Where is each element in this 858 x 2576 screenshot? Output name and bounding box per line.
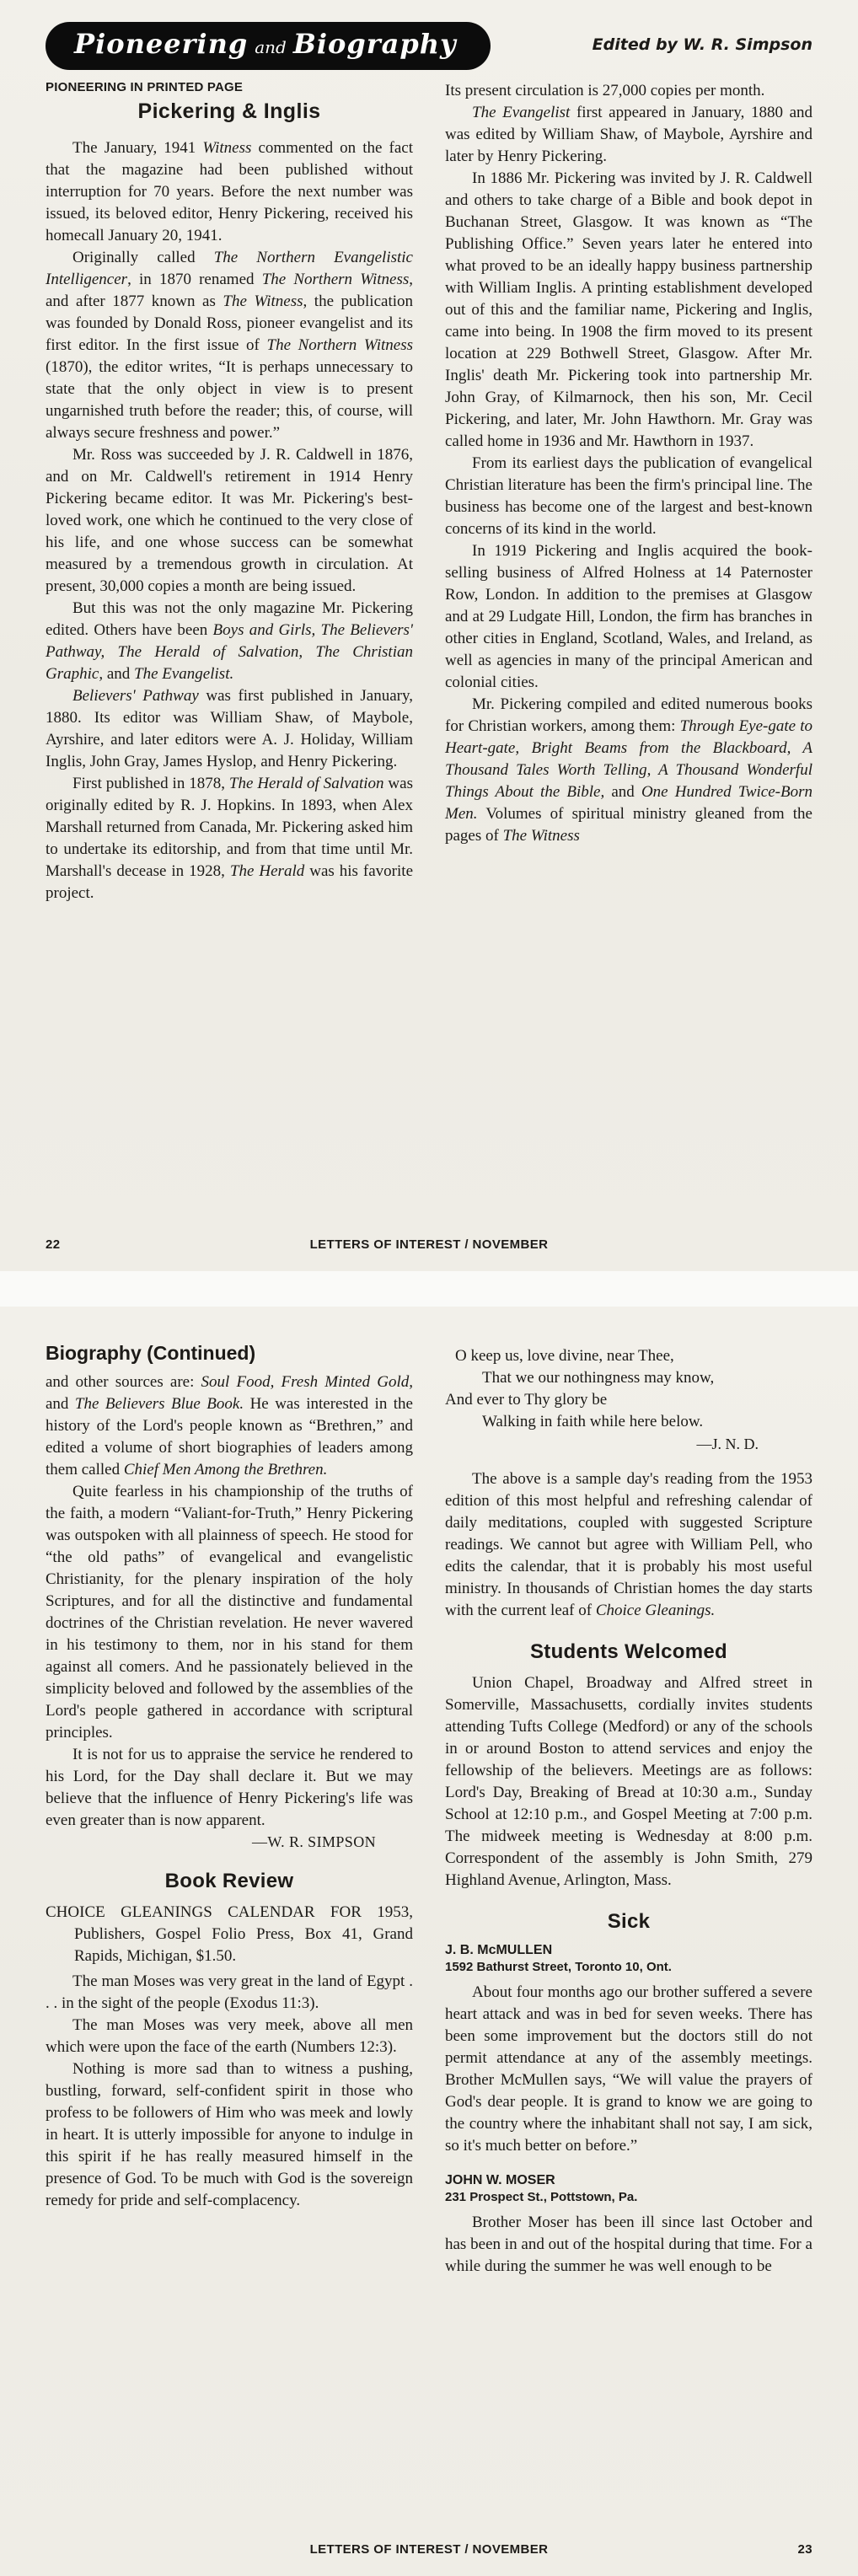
book-review-citation: CHOICE GLEANINGS CALENDAR FOR 1953, Publishers, Gospel Folio Press, Box 41, Grand Rapids, Michigan, $1.50. — [46, 1903, 413, 1965]
page-23 — [0, 1307, 858, 2576]
sick-entry-name: J. B. McMULLEN — [445, 1943, 553, 1957]
banner-word-pioneering: Pioneering — [74, 28, 249, 60]
footer-journal-title: LETTERS OF INTEREST / NOVEMBER — [309, 1237, 549, 1252]
poem-line: And ever to Thy glory be — [445, 1391, 608, 1409]
paragraph: About four months ago our brother suffered a severe heart attack and was in bed for seven weeks. There has been some improvement but the doctors still do not permit attendance at any of the assembly meetings. Brother McMullen says, “We will value the prayers of God's dear people. It is grand to know we are going to the country where the inhabitant shall not say, I am sick, so it's much better on before.” — [445, 1983, 812, 2155]
banner-word-biography: Biography — [292, 28, 457, 60]
paragraph: The man Moses was very meek, above all men which were upon the face of the earth (Numbers 12:3). — [46, 2016, 413, 2056]
paragraph: In 1919 Pickering and Inglis acquired the book-selling business of Alfred Holness at 14 Paternoster Row, London. In addition to the premises at Glasgow and at 29 Ludgate Hill, London, the firm has branches in other cities in England, Scotland, Wales, and Ireland, as well as agencies in many of the principal American and colonial cities. — [445, 542, 812, 691]
sick-entry — [445, 2172, 812, 2278]
paragraph: The January, 1941 Witness commented on the fact that the magazine had been published without interruption for 70 years. Before the next number was issued, its beloved editor, Henry Pickering, received his homecall January 20, 1941. — [46, 139, 413, 244]
sick-entry — [445, 1942, 812, 2157]
paragraph: From its earliest days the publication of evangelical Christian literature has been the firm's principal line. The business has become one of the largest and best-known concerns of its kind in the world. — [445, 454, 812, 538]
article-title: Pickering & Inglis — [137, 99, 321, 123]
paragraph: In 1886 Mr. Pickering was invited by J. R. Caldwell and others to take charge of a Bible and book depot in Buchanan Street, Glasgow. It was known as “The Publishing Office.” Seven years later he entered into what proved to be an ideally happy business partnership with William Inglis. A printing establishment developed out of this and the familiar name, Pickering and Inglis, came into being. In 1908 the firm moved to its present location at 229 Bothwell Street, Glasgow. After Mr. Inglis' death Mr. Pickering took into partnership Mr. John Gray, of Kilmarnock, then his son, Mr. Cecil Pickering, and later, Mr. John Hawthorn. Mr. Gray was called home in 1936 and Mr. Hawthorn in 1937. — [445, 169, 812, 450]
edited-by-credit: Edited by W. R. Simpson — [592, 35, 812, 54]
poem-attribution: —J. N. D. — [696, 1436, 759, 1452]
page-22-columns — [46, 80, 812, 904]
page-gap — [0, 1271, 858, 1307]
poem-line: Walking in faith while here below. — [482, 1413, 704, 1430]
section-banner — [46, 22, 491, 70]
sick-heading: Sick — [607, 1910, 651, 1933]
book-review-heading: Book Review — [164, 1870, 294, 1892]
page-23-footer — [46, 2542, 812, 2559]
poem-line: That we our nothingness may know, — [482, 1369, 715, 1387]
paragraph: Union Chapel, Broadway and Alfred street in Somerville, Massachusetts, cordially invites students attending Tufts College (Medford) or any of the schools in or around Boston to attend services and enjoy the fellowship of the believers. Meetings are as follows: Lord's Day, Breaking of Bread at 10:30 a.m., Sunday School at 12:10 p.m., and Gospel Meeting at 7:00 p.m. The midweek meeting is Wednesday at 8:00 p.m. Correspondent of the assembly is John Smith, 279 Highland Avenue, Arlington, Mass. — [445, 1674, 812, 1889]
paragraph: Nothing is more sad than to witness a pushing, bustling, forward, self-confident spirit in those who profess to be followers of Him who was meek and lowly in heart. It is utterly impossible for anyone to indulge in this spirit if he has really measured himself in the presence of God. To be much with God is the sovereign remedy for pride and self-complacency. — [46, 2060, 413, 2209]
biography-continued-heading: Biography (Continued) — [46, 1342, 256, 1364]
paragraph: Originally called The Northern Evangelistic Intelligencer, in 1870 renamed The Northern Witness, and after 1877 known as The Witness, the publication was founded by Donald Ross, pioneer evangelist and its first editor. In the first issue of The Northern Witness (1870), the editor writes, “It is perhaps unnecessary to state that the only object in view is to present ungarnished truth before the reader; this, of course, will always secure freshness and power.” — [46, 249, 414, 442]
sick-entry-address: 231 Prospect St., Pottstown, Pa. — [445, 2190, 638, 2204]
paragraph: Quite fearless in his championship of the truths of the faith, a modern “Valiant-for-Truth,” Henry Pickering was outspoken with all plainness of speech. He stood for “the old paths” of evangelical and evangelistic Christianity, for the plenary inspiration of the holy Scriptures, and for all the distinctive and fundamental doctrines of the Christian revelation. He never wavered in his testimony to them, nor in his stand for them against all comers. And he passionately believed in the simplicity beloved and followed by the assemblies of the Lord's people gathered in accordance with scriptural principles. — [46, 1483, 413, 1741]
paragraph: The Evangelist first appeared in January, 1880 and was edited by William Shaw, of Maybole, Ayrshire and later by Henry Pickering. — [445, 104, 813, 165]
page-22 — [0, 0, 858, 1271]
paragraph: Mr. Ross was succeeded by J. R. Caldwell in 1876, and on Mr. Caldwell's retirement in 1914 Henry Pickering became editor. It was Mr. Pickering's best-loved work, one which he continued to the very close of his life, and one whose success can be somewhat measured by a tremendous growth in circulation. At present, 30,000 copies a month are being issued. — [46, 446, 413, 595]
paragraph: Brother Moser has been ill since last October and has been in and out of the hospital during that time. For a while during the summer he was well enough to be — [445, 2214, 812, 2275]
author-signature: —W. R. SIMPSON — [252, 1833, 376, 1850]
banner-word-and: and — [255, 37, 287, 57]
paragraph: Its present circulation is 27,000 copies per month. — [445, 82, 765, 99]
page-22-right-column — [445, 80, 812, 904]
sick-entry-address: 1592 Bathurst Street, Toronto 10, Ont. — [445, 1960, 672, 1974]
students-welcomed-heading: Students Welcomed — [529, 1640, 728, 1663]
paragraph: The above is a sample day's reading from the 1953 edition of this most helpful and refreshing calendar of daily meditations, coupled with suggested Scripture readings. We cannot but agree with William Pell, who edits the calendar, that it is probably his most useful ministry. In thousands of Christian homes the day starts with the current leaf of Choice Gleanings. — [445, 1470, 812, 1619]
paragraph: The man Moses was very great in the land of Egypt . . . in the sight of the people (Exodus 11:3). — [46, 1972, 413, 2012]
page-23-columns — [46, 1342, 812, 2278]
paragraph: and other sources are: Soul Food, Fresh Minted Gold, and The Believers Blue Book. He was interested in the history of the Lord's people known as “Brethren,” and edited a volume of short biographies of leaders among them called Chief Men Among the Brethren. — [46, 1373, 413, 1479]
footer-journal-title: LETTERS OF INTEREST / NOVEMBER — [309, 2542, 549, 2557]
kicker: PIONEERING IN PRINTED PAGE — [46, 80, 244, 94]
paragraph: It is not for us to appraise the service he rendered to his Lord, for the Day shall declare it. But we may believe that the influence of Henry Pickering's life was even greater than is now apparent. — [46, 1746, 413, 1829]
paragraph: Mr. Pickering compiled and edited numerous books for Christian workers, among them: Through Eye-gate to Heart-gate, Bright Beams from the Blackboard, A Thousand Tales Worth Telling, A Thousand Wonderful Things About the Bible, and One Hundred Twice-Born Men. Volumes of spiritual ministry gleaned from the pages of The Witness — [445, 695, 812, 845]
sick-entry-name: JOHN W. MOSER — [445, 2173, 555, 2187]
poem-line: O keep us, love divine, near Thee, — [455, 1347, 674, 1365]
page-23-left-column — [46, 1342, 413, 2278]
masthead — [46, 22, 812, 70]
paragraph: Believers' Pathway was first published in January, 1880. Its editor was William Shaw, of Maybole, Ayrshire, and later editors were A. J. Holiday, William Inglis, John Gray, James Hyslop, and Henry Pickering. — [46, 687, 413, 770]
paragraph: First published in 1878, The Herald of Salvation was originally edited by R. J. Hopkins. In 1893, when Alex Marshall returned from Canada, Mr. Pickering asked him to undertake its editorship, and from that time until Mr. Marshall's decease in 1928, The Herald was his favorite project. — [46, 775, 413, 902]
poem — [445, 1345, 812, 1455]
footer-page-number: 23 — [797, 2542, 812, 2557]
page-22-footer — [46, 1237, 812, 1254]
paragraph: But this was not the only magazine Mr. Pickering edited. Others have been Boys and Girls, The Believers' Pathway, The Herald of Salvation, The Christian Graphic, and The Evangelist. — [46, 599, 413, 683]
footer-page-number: 22 — [46, 1237, 61, 1252]
page-23-right-column — [445, 1342, 812, 2278]
page-22-left-column — [46, 80, 413, 904]
